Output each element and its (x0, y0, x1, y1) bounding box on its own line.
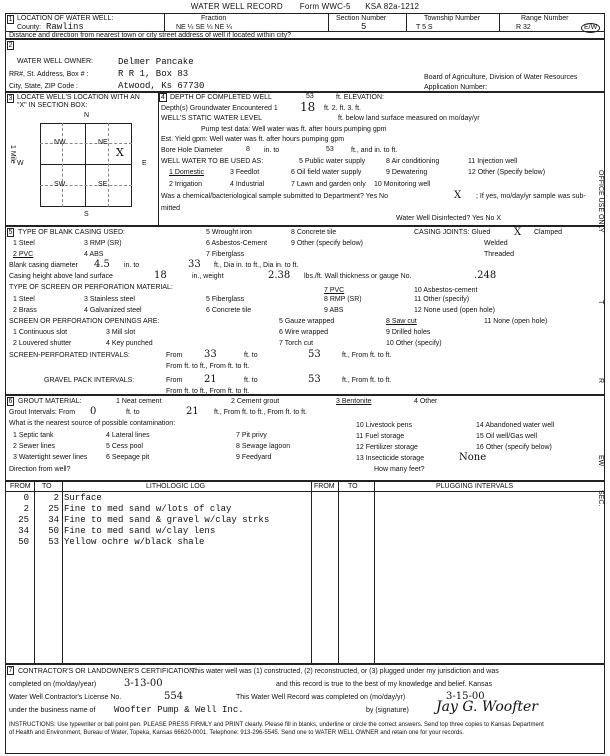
record-label: This Water Well Record was completed on (mo/day/yr) (236, 694, 406, 701)
grout-from-value[interactable]: 0 (90, 406, 97, 417)
city-value[interactable]: Atwood, Ks 67730 (118, 81, 205, 91)
diameter-rest: ft., Dia in. to ft., Dia in. to ft. (214, 262, 299, 269)
fraction-value[interactable]: NE ¼ SE ¼ NE ¼ (176, 24, 233, 31)
bore-value[interactable]: 8 (246, 146, 250, 153)
contamination-label: What is the nearest source of possible contamination: (9, 420, 176, 427)
use-option-oilfield[interactable]: 6 Oil field water supply (291, 169, 362, 176)
screen-asbestos[interactable]: 10 Asbestos-cement (414, 287, 478, 294)
perforation-label: SCREEN OR PERFORATION OPENINGS ARE: (9, 318, 160, 325)
howmany-label: How many feet? (374, 466, 425, 473)
perf-drilled[interactable]: 9 Drilled holes (386, 329, 431, 336)
plug-header-intervals: PLUGGING INTERVALS (436, 483, 514, 490)
groundwater-value[interactable]: 18 (300, 100, 316, 114)
board-label: Board of Agriculture, Division of Water Resources (424, 74, 578, 81)
rr-label: RR#, St. Address, Box # : (9, 71, 89, 78)
office-t-label: T (597, 300, 605, 305)
gravel-to-label: ft. to (244, 377, 258, 384)
diameter-value[interactable]: 4.5 (94, 259, 110, 270)
county-value[interactable]: Rawlins (46, 22, 84, 32)
use-option-dewatering[interactable]: 9 Dewatering (386, 169, 428, 176)
groundwater-label: Depth(s) Groundwater Encountered 1 (161, 105, 278, 112)
joints-glued-x[interactable]: X (514, 227, 522, 238)
contam-fertilizer[interactable]: 12 Fertilizer storage (356, 444, 418, 451)
perf-none[interactable]: 11 None (open hole) (484, 318, 548, 325)
casing-other[interactable]: 9 Other (specify below) (291, 240, 363, 247)
signature-label: by (signature) (366, 707, 409, 714)
range-label: Range Number (521, 15, 569, 22)
section-2-owner (5, 39, 605, 92)
bore-rest: ft., and in. to ft. (351, 147, 398, 154)
grout-to-value[interactable]: 21 (186, 406, 199, 417)
contam-lateral[interactable]: 4 Lateral lines (106, 432, 150, 439)
plug-header-from: FROM (314, 483, 335, 490)
plug-header-to: TO (348, 483, 358, 490)
screen-pvc[interactable]: 7 PVC (324, 287, 345, 294)
perf-gauze[interactable]: 5 Gauze wrapped (279, 318, 335, 325)
screen-rmp[interactable]: 8 RMP (SR) (324, 296, 362, 303)
completed-value[interactable]: 3-13-00 (124, 678, 163, 689)
gravel-rest: ft., From ft. to ft. (342, 377, 392, 384)
township-label: Township Number (424, 15, 481, 22)
section-number: 5 (8, 229, 13, 236)
screen-fiberglass[interactable]: 5 Fiberglass (206, 296, 245, 303)
completed-rest: and this record is true to the best of my knowledge and belief. Kansas (276, 681, 492, 688)
gauge-value[interactable]: .248 (474, 270, 497, 281)
log-row (6, 515, 311, 526)
bacterial-no-x[interactable]: X (454, 190, 462, 201)
casing-abs[interactable]: 4 ABS (84, 251, 104, 258)
depth-unit: ft. ELEVATION: (336, 94, 384, 101)
grout-label: GROUT MATERIAL: (18, 398, 82, 405)
grout-to-label: ft. to (126, 409, 140, 416)
location-label: LOCATION OF WATER WELL: (17, 15, 114, 22)
screen-abs[interactable]: 9 ABS (324, 307, 344, 314)
grout-interval-rest: ft., From ft. to ft., From ft. to ft. (214, 409, 307, 416)
section-number: 6 (8, 398, 13, 405)
distance-label: Distance and direction from nearest town or city street address of well if located within city? (9, 32, 292, 39)
perf-saw-cut[interactable]: 8 Saw cut (386, 318, 417, 325)
log-from[interactable]: 25 (18, 515, 29, 525)
contam-watertight[interactable]: 3 Watertight sewer lines (13, 454, 88, 461)
certification-text: This water well was (1) constructed, (2) reconstructed, or (3) plugged under my jurisdiction and was (191, 668, 499, 675)
casing-pvc[interactable]: 2 PVC (13, 251, 34, 258)
section-5-casing (5, 226, 605, 395)
groundwater-rest: ft. 2. ft. 3. ft. (324, 105, 361, 112)
casing-steel[interactable]: 1 Steel (13, 240, 35, 247)
depth-label: DEPTH OF COMPLETED WELL (170, 94, 272, 101)
instructions-line-2: of Health and Environment, Bureau of Water, Topeka, Kansas 66620-0001. Telephone: 913-296-5545. Send one to WATER WELL OWNER and retain one for your records. (9, 730, 464, 736)
disinfected-label: Water Well Disinfected? Yes No X (396, 215, 502, 222)
screen-to-value[interactable]: 53 (308, 349, 321, 360)
grout-interval-label: Grout Intervals: From (9, 409, 76, 416)
casing-fiberglass[interactable]: 7 Fiberglass (206, 251, 245, 258)
form-number: Form WWC-5 (299, 2, 351, 11)
instructions-line-1: INSTRUCTIONS: Use typewriter or ball point pen. PLEASE PRESS FIRMLY and PRINT clearly. Please fill in blanks, underline or circle the correct answers. Send top three copies to Kansas Department (9, 722, 544, 728)
completed-label: completed on (mo/day/year) (9, 681, 97, 688)
perf-key[interactable]: 4 Key punched (106, 340, 153, 347)
height-label: Casing height above land surface (9, 273, 113, 280)
lithologic-log-table (5, 481, 605, 664)
section-label: Section Number (336, 15, 387, 22)
screen-interval-label: SCREEN-PERFORATED INTERVALS: (9, 352, 130, 359)
section-number: 4 (159, 93, 167, 102)
section-value[interactable]: 5 (361, 22, 367, 32)
nw-label: NW (54, 139, 66, 146)
gravel-from-value[interactable]: 21 (204, 374, 217, 385)
log-row (6, 504, 311, 515)
screen-other[interactable]: 11 Other (specify) (414, 296, 470, 303)
office-ew-label: EW (597, 455, 605, 467)
se-label: SE (98, 181, 108, 188)
contam-fuel[interactable]: 11 Fuel storage (356, 433, 405, 440)
screen-none[interactable]: 12 None used (open hole) (414, 307, 495, 314)
pump-test-label: Pump test data: Well water was ft. after hours pumping gpm (201, 126, 387, 133)
perf-mill[interactable]: 3 Mill slot (106, 329, 136, 336)
signature[interactable]: Jay G. Woofter (436, 699, 538, 715)
office-use-label: OFFICE USE ONLY (597, 170, 605, 233)
bacterial-mitted: mitted (161, 205, 181, 212)
log-header-lithologic: LITHOLOGIC LOG (146, 483, 206, 490)
perf-wire[interactable]: 6 Wire wrapped (279, 329, 329, 336)
log-desc[interactable]: Fine to med sand w/lots of clay (64, 504, 232, 514)
mile-label: 1 Mile (9, 145, 17, 164)
section-square (40, 123, 132, 207)
section-box[interactable] (9, 112, 148, 218)
locate-label: LOCATE WELL'S LOCATION WITH AN "X" IN SECTION BOX: (17, 94, 140, 110)
screen-concrete[interactable]: 6 Concrete tile (206, 307, 252, 314)
height-value[interactable]: 18 (154, 270, 167, 281)
casing-concrete[interactable]: 8 Concrete tile (291, 229, 337, 236)
joints-threaded[interactable]: Threaded (484, 251, 514, 258)
use-option-public[interactable]: 5 Public water supply (299, 158, 366, 165)
section-3-4 (5, 92, 605, 226)
static-level-label: WELL'S STATIC WATER LEVEL (161, 115, 263, 122)
owner-label: WATER WELL OWNER: (17, 58, 93, 65)
perf-continuous[interactable]: 1 Continuous slot (13, 329, 68, 336)
log-to[interactable]: 2 (53, 493, 59, 503)
log-desc[interactable]: Fine to med sand w/clay lens (64, 526, 216, 536)
contam-livestock[interactable]: 10 Livestock pens (356, 422, 413, 429)
application-number-label: Application Number: (424, 84, 488, 91)
contam-lagoon[interactable]: 8 Sewage lagoon (236, 443, 291, 450)
grout-neat-cement[interactable]: 1 Neat cement (116, 398, 162, 405)
log-to[interactable]: 25 (48, 504, 59, 514)
township-value[interactable]: T 5 S (416, 24, 433, 31)
contam-insecticide[interactable]: 13 Insecticide storage (356, 455, 425, 462)
log-row (6, 526, 311, 537)
ne-label: NE (98, 139, 108, 146)
contam-seepage[interactable]: 6 Seepage pit (106, 454, 150, 461)
log-header-from: FROM (10, 483, 31, 490)
form-ksa: KSA 82a-1212 (365, 2, 420, 11)
gravel-from-label: From (166, 377, 183, 384)
screen-from-label: From (166, 352, 183, 359)
casing-rmp[interactable]: 3 RMP (SR) (84, 240, 122, 247)
weight-value[interactable]: 2.38 (268, 270, 291, 281)
owner-name[interactable]: Delmer Pancake (118, 57, 194, 67)
license-label: Water Well Contractor's License No. (9, 694, 122, 701)
north-label: N (84, 112, 90, 119)
license-value[interactable]: 554 (164, 691, 184, 702)
use-option-industrial[interactable]: 4 Industrial (230, 181, 265, 188)
diameter-to-value[interactable]: 33 (188, 259, 201, 270)
log-from[interactable]: 0 (23, 493, 29, 503)
diameter-label: Blank casing diameter (9, 262, 78, 269)
log-row (6, 493, 311, 504)
use-option-feedlot[interactable]: 3 Feedlot (230, 169, 260, 176)
weight-rest: lbs./ft. Wall thickness or gauge No. (304, 273, 412, 280)
screen-interval-row2: From ft. to ft., From ft. to ft. (166, 363, 250, 370)
bore-label: Bore Hole Diameter (161, 147, 223, 154)
sw-label: SW (54, 181, 66, 188)
use-option-irrigation[interactable]: 2 Irrigation (169, 181, 203, 188)
section-7-certification (5, 664, 605, 754)
gravel-row2: From ft. to ft., From ft. to ft. (166, 388, 250, 395)
east-label: E (142, 160, 147, 167)
screen-interval-rest: ft., From ft. to ft. (342, 352, 392, 359)
contam-other[interactable]: 16 Other (specify below) (476, 444, 552, 451)
log-from[interactable]: 50 (18, 537, 29, 547)
certification-label: CONTRACTOR'S OR LANDOWNER'S CERTIFICATION: (18, 668, 197, 675)
contam-none-value[interactable]: None (459, 452, 487, 463)
form-header (5, 2, 605, 12)
yield-label: Est. Yield gpm: Well water was ft. after hours pumping gpm (161, 136, 345, 143)
joints-clamped[interactable]: Clamped (534, 229, 563, 236)
grout-other[interactable]: 4 Other (414, 398, 438, 405)
water-well-record-form (5, 2, 605, 754)
section-1-location (5, 13, 605, 39)
office-sec-label: SEC. (597, 490, 605, 507)
range-ew-circled[interactable]: E/W (581, 23, 600, 33)
diameter-to: in. to (124, 262, 140, 269)
screen-stainless[interactable]: 3 Stainless steel (84, 296, 135, 303)
use-option-lawn[interactable]: 7 Lawn and garden only (291, 181, 366, 188)
perf-torch[interactable]: 7 Torch cut (279, 340, 314, 347)
casing-asbestos[interactable]: 6 Asbestos-Cement (206, 240, 268, 247)
record-value[interactable]: 3-15-00 (446, 691, 485, 702)
screen-steel[interactable]: 1 Steel (13, 296, 35, 303)
use-option-domestic[interactable]: 1 Domestic (169, 169, 205, 176)
contam-sewer[interactable]: 2 Sewer lines (13, 443, 56, 450)
perf-louvered[interactable]: 2 Louvered shutter (13, 340, 72, 347)
weight-label: in., weight (192, 273, 224, 280)
screen-galvanized[interactable]: 4 Galvanized steel (84, 307, 142, 314)
contam-septic[interactable]: 1 Septic tank (13, 432, 54, 439)
contam-pit-privy[interactable]: 7 Pit privy (236, 432, 267, 439)
use-option-other[interactable]: 12 Other (Specify below) (468, 169, 546, 176)
log-desc[interactable]: Fine to med sand & gravel w/clay strks (64, 515, 270, 525)
fraction-label: Fraction (201, 15, 227, 22)
contam-feedyard[interactable]: 9 Feedyard (236, 454, 272, 461)
perf-other[interactable]: 10 Other (specify) (386, 340, 442, 347)
county-label: County: (17, 24, 42, 31)
log-desc[interactable]: Surface (64, 493, 102, 503)
contam-cess[interactable]: 5 Cess pool (106, 443, 143, 450)
grout-bentonite[interactable]: 3 Bentonite (336, 398, 372, 405)
use-option-monitoring[interactable]: 10 Monitoring well (374, 181, 431, 188)
log-row (6, 537, 311, 548)
use-label: WELL WATER TO BE USED AS: (161, 158, 264, 165)
west-label: W (17, 160, 24, 167)
section-number: 2 (8, 42, 13, 49)
grout-cement[interactable]: 2 Cement grout (231, 398, 280, 405)
screen-brass[interactable]: 2 Brass (13, 307, 37, 314)
south-label: S (84, 211, 89, 218)
section-number: 1 (8, 16, 13, 23)
contam-oil-gas[interactable]: 15 Oil well/Gas well (476, 433, 538, 440)
joints-label: CASING JOINTS: Glued (414, 229, 491, 236)
bacterial-rest: ; If yes, mo/day/yr sample was sub- (476, 193, 586, 200)
log-to[interactable]: 50 (48, 526, 59, 536)
screen-from-value[interactable]: 33 (204, 349, 217, 360)
business-label: under the business name of (9, 707, 96, 714)
well-location-x-mark[interactable]: X (116, 146, 124, 159)
bacterial-sample-label: Was a chemical/bacteriological sample submitted to Department? Yes No (161, 193, 388, 200)
bore-to-value[interactable]: 53 (326, 146, 334, 153)
form-title: WATER WELL RECORD (190, 2, 283, 11)
static-level-rest: ft. below land surface measured on mo/day/yr (338, 115, 480, 122)
office-r-label: R (597, 378, 605, 384)
joints-welded[interactable]: Welded (484, 240, 508, 247)
city-label: City, State, ZIP Code : (9, 83, 78, 90)
screen-to-label: ft. to (244, 352, 258, 359)
business-value[interactable]: Woofter Pump & Well Inc. (114, 705, 244, 715)
rr-value[interactable]: R R 1, Box 83 (118, 69, 189, 79)
log-desc[interactable]: Yellow ochre w/black shale (64, 537, 205, 547)
section-number: 3 (8, 95, 13, 102)
bore-to: in. to (264, 147, 280, 154)
direction-label: Direction from well? (9, 466, 71, 473)
section-number: 7 (8, 667, 13, 674)
log-to[interactable]: 53 (48, 537, 59, 547)
gravel-pack-label: GRAVEL PACK INTERVALS: (44, 377, 135, 384)
gravel-to-value[interactable]: 53 (308, 374, 321, 385)
screen-label: TYPE OF SCREEN OR PERFORATION MATERIAL: (9, 284, 173, 291)
section-6-grout (5, 395, 605, 481)
use-option-injection[interactable]: 11 Injection well (468, 158, 518, 165)
contam-abandoned[interactable]: 14 Abandoned water well (476, 422, 555, 429)
range-value[interactable]: R 32 (516, 24, 531, 31)
log-to[interactable]: 34 (48, 515, 59, 525)
casing-wrought[interactable]: 5 Wrought iron (206, 229, 252, 236)
depth-value[interactable]: 53 (306, 93, 314, 100)
log-from[interactable]: 34 (18, 526, 29, 536)
use-option-air[interactable]: 8 Air conditioning (386, 158, 440, 165)
casing-label: TYPE OF BLANK CASING USED: (18, 229, 125, 236)
log-from[interactable]: 2 (23, 504, 29, 514)
log-header-to: TO (42, 483, 52, 490)
